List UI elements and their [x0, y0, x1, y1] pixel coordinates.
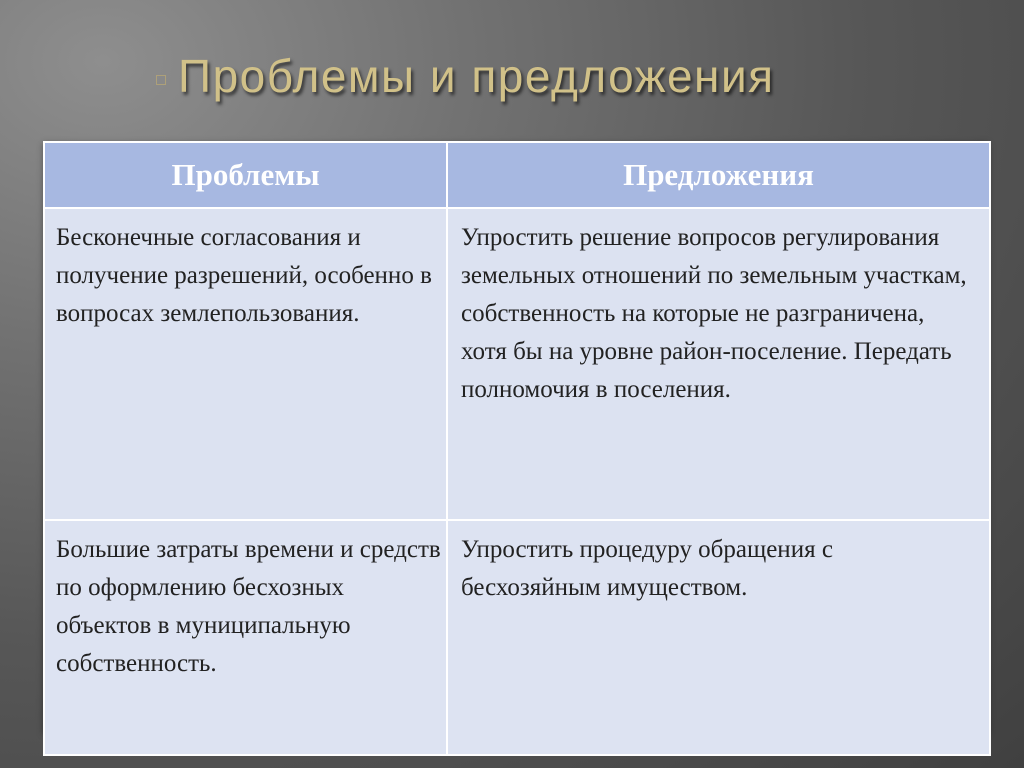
table-row [44, 520, 990, 755]
problem-cell: Большие затраты времени и средств по оформлению бесхозных объектов в муниципальную собственность. [44, 520, 447, 755]
proposal-cell: Упростить процедуру обращения с бесхозяйным имуществом. [447, 520, 990, 755]
problems-proposals-table [43, 141, 991, 756]
title-bullet-mark [156, 75, 166, 85]
header-proposals: Предложения [447, 142, 990, 208]
table-header-row [44, 142, 990, 208]
table-row [44, 208, 990, 520]
proposal-cell: Упростить решение вопросов регулирования земельных отношений по земельным участкам, собственность на которые не разграничена, хотя бы на уровне район-поселение. Передать полномочия в поселения. [447, 208, 990, 520]
slide-title: Проблемы и предложения [178, 50, 775, 102]
problems-proposals-table-container [43, 141, 989, 732]
problem-cell: Бесконечные согласования и получение разрешений, особенно в вопросах землепользования. [44, 208, 447, 520]
header-problems: Проблемы [44, 142, 447, 208]
